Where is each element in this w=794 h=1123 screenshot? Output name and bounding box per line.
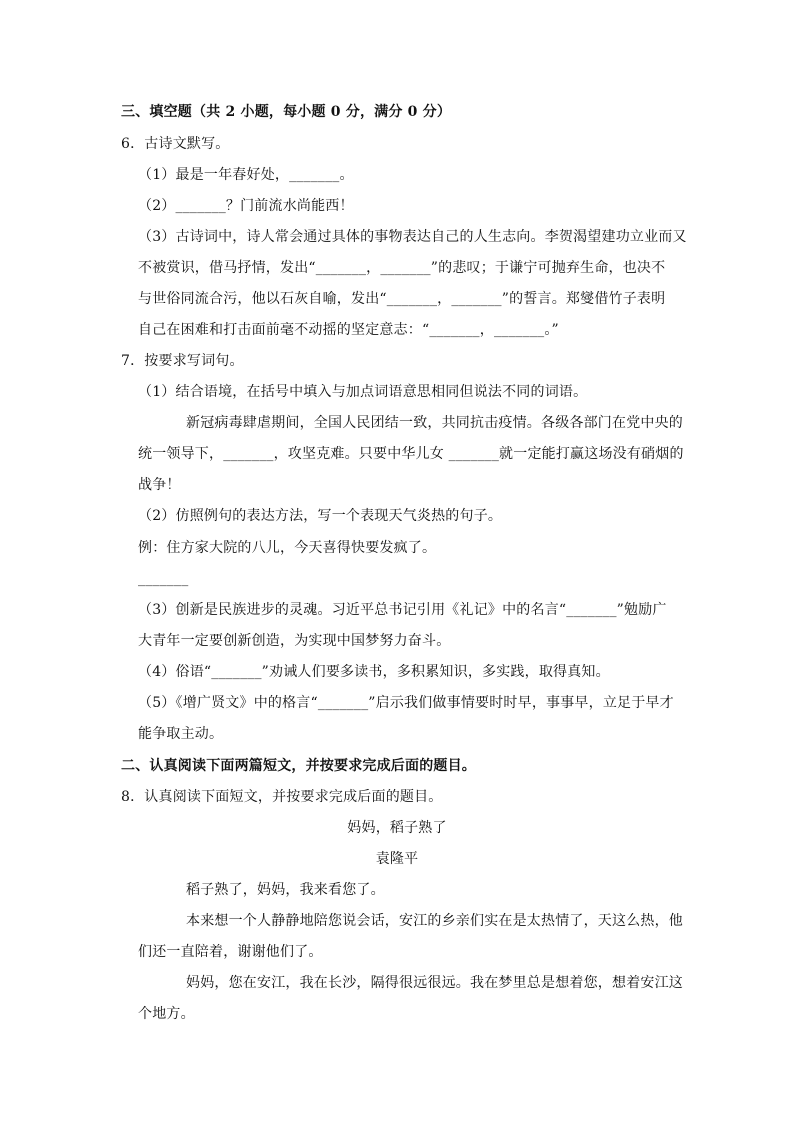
article-paragraph-3-line-2: 个地方。 xyxy=(138,1006,195,1022)
article-author: 袁隆平 xyxy=(375,851,419,867)
article-paragraph-2-line-2: 们还一直陪着，谢谢他们了。 xyxy=(138,944,323,960)
question-7-part-3-line-2: 大青年一定要创新创造，为实现中国梦努力奋斗。 xyxy=(138,633,451,649)
question-7-passage-line-1: 新冠病毒肆虐期间，全国人民团结一致，共同抗击疫情。各级各部门在党中央的 xyxy=(186,415,683,431)
article-paragraph-1-line-1: 稻子熟了，妈妈，我来看您了。 xyxy=(186,882,385,898)
article-paragraph-2-line-1: 本来想一个人静静地陪您说会话，安江的乡亲们实在是太热情了，天这么热，他 xyxy=(186,913,683,929)
question-8-title: 8．认真阅读下面短文，并按要求完成后面的题目。 xyxy=(121,789,443,805)
question-6-title: 6．古诗文默写。 xyxy=(121,136,230,152)
question-7-passage-line-2: 统一领导下，_______，攻坚克难。只要中华儿女 _______就一定能打赢这场没有硝烟的 xyxy=(138,446,684,462)
question-6-part-3-line-2: 不被赏识，借马抒情，发出“_______，_______”的悲叹；于谦宁可抛弃生命，也决不 xyxy=(138,260,666,276)
question-7-title: 7．按要求写词句。 xyxy=(121,353,244,369)
question-7-part-3-line-1: （3）创新是民族进步的灵魂。习近平总书记引用《礼记》中的名言“_______”勉励广 xyxy=(138,602,667,618)
question-7-part-4: （4）俗语“_______”劝诫人们要多读书，多积累知识，多实践，取得真知。 xyxy=(138,664,610,680)
article-title: 妈妈，稻子熟了 xyxy=(347,820,447,836)
question-7-example: 例：住方家大院的八儿，今天喜得快要发疯了。 xyxy=(138,540,437,556)
question-7-answer-blank: _______ xyxy=(138,571,189,587)
question-6-part-1: （1）最是一年春好处，_______。 xyxy=(138,167,354,183)
question-7-part-5-line-2: 能争取主动。 xyxy=(138,726,224,742)
question-6-part-2: （2）_______？门前流水尚能西！ xyxy=(138,198,354,214)
question-7-part-5-line-1: （5）《增广贤文》中的格言“_______”启示我们做事情要时时早，事事早，立足于早才 xyxy=(138,695,674,711)
section-heading-reading: 二、认真阅读下面两篇短文，并按要求完成后面的题目。 xyxy=(121,758,476,774)
question-6-part-3-line-3: 与世俗同流合污，他以石灰自喻，发出“_______，_______”的誓言。郑燮借竹子表明 xyxy=(138,291,666,307)
article-paragraph-3-line-1: 妈妈，您在安江，我在长沙，隔得很远很远。我在梦里总是想着您，想着安江这 xyxy=(186,975,683,991)
question-7-part-1: （1）结合语境，在括号中填入与加点词语意思相同但说法不同的词语。 xyxy=(138,384,588,400)
question-7-part-2: （2）仿照例句的表达方法，写一个表现天气炎热的句子。 xyxy=(138,508,503,524)
question-6-part-3-line-1: （3）古诗词中，诗人常会通过具体的事物表达自己的人生志向。李贺渴望建功立业而又 xyxy=(138,229,687,245)
question-7-passage-line-3: 战争！ xyxy=(138,477,181,493)
question-6-part-3-line-4: 自己在困难和打击面前毫不动摇的坚定意志：“_______，_______。” xyxy=(138,322,559,338)
section-heading-fill-blank: 三、填空题（共 2 小题，每小题 0 分，满分 0 分） xyxy=(121,104,452,120)
